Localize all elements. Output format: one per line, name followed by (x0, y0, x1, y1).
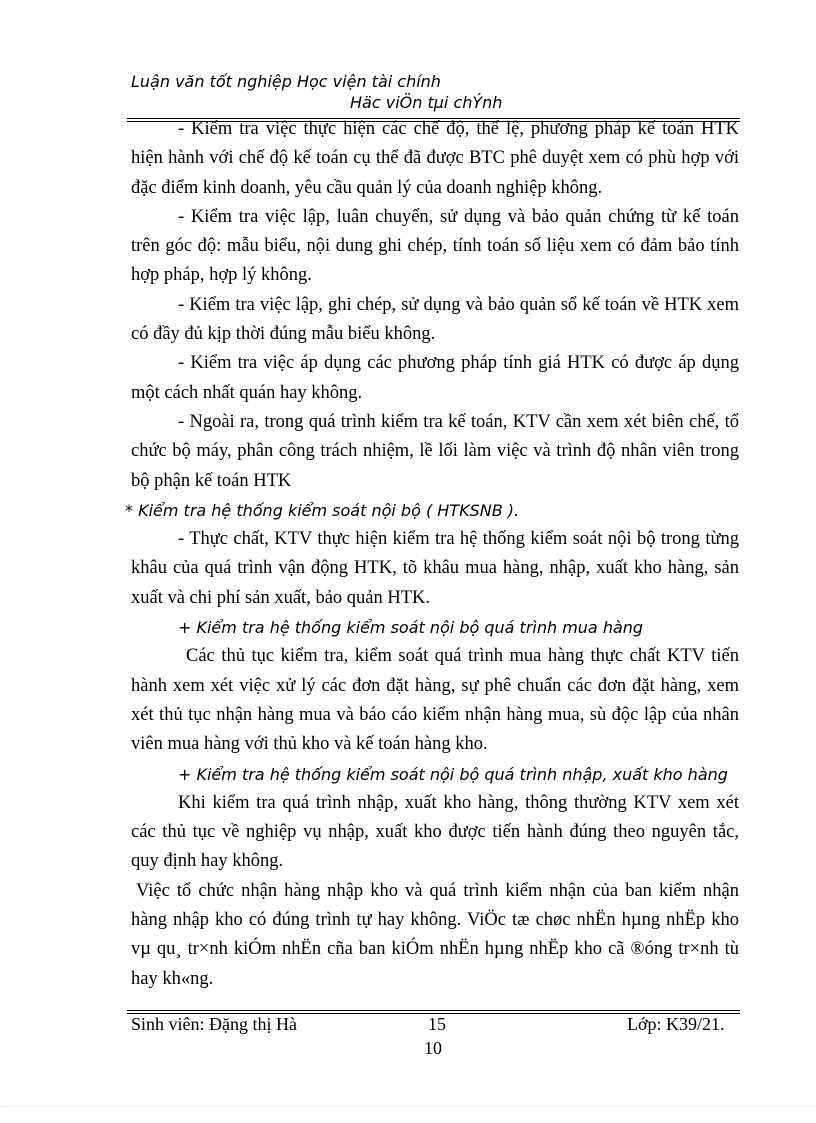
paragraph: Việc tổ chức nhận hàng nhập kho và quá trình kiểm nhận của ban kiểm nhận hàng nhập kho có đúng trình tự hay không. ViÖc tæ chøc nhËn hµng nhËp kho vµ qu¸ tr×nh kiÓm nhËn cña ban kiÓm nhËn hµng nhËp kho cã ®óng tr×nh tù hay kh«ng. (131, 880, 739, 989)
page-number: 15 (428, 1014, 446, 1034)
paragraph: - Thực chất, KTV thực hiện kiểm tra hệ thống kiểm soát nội bộ trong từng khâu của quá trình vận động HTK, tõ khâu mua hàng, nhập, xuất kho hàng, sản xuất và chi phí sản xuất, bảo quản HTK. (131, 529, 739, 608)
paragraph: - Kiểm tra việc lập, luân chuyển, sử dụng và bảo quản chứng từ kế toán trên góc độ: mẫu biểu, nội dung ghi chép, tính toán số liệu xem có đảm bảo tính hợp pháp, hợp lý không. (131, 206, 739, 286)
paragraph: - Kiểm tra việc lập, ghi chép, sử dụng và bảo quản sổ kế toán về HTK xem có đầy đủ kịp thời đúng mẫu biểu không. (131, 294, 739, 345)
paragraph: - Kiểm tra việc thực hiện các chế độ, thể lệ, phương pháp kế toán HTK hiện hành với chế độ kế toán cụ thể đã được BTC phê duyệt xem có phù hợp với đặc điểm kinh doanh, yêu cầu quản lý của doanh nghiệp không. (131, 119, 739, 198)
paragraph: Các thủ tục kiểm tra, kiểm soát quá trình mua hàng thực chất KTV tiến hành xem xét việc xử lý các đơn đặt hàng, sự phê chuẩn các đơn đặt hàng, xem xét thủ tục nhận hàng mua và báo cáo kiểm nhận hàng mua, sù độc lập của nhân viên mua hàng với thủ kho và kế toán hàng kho. (131, 646, 739, 755)
footer-class: Lớp: K39/21. (627, 1014, 725, 1034)
paragraph: Khi kiểm tra quá trình nhập, xuất kho hàng, thông thường KTV xem xét các thủ tục về nghiệp vụ nhập, xuất kho được tiến hành đúng theo nguyên tắc, quy định hay không. (131, 792, 739, 872)
document-body (125, 115, 739, 994)
footer-rule-thin (127, 1010, 740, 1011)
header-subtitle: Häc viÖn tµi chÝnh (350, 93, 503, 112)
subsection-heading: + Kiểm tra hệ thống kiểm soát nội bộ quá trình mua hàng (178, 618, 644, 638)
page-edge (0, 1106, 816, 1107)
page-number-secondary: 10 (424, 1038, 442, 1058)
footer-student: Sinh viên: Đặng thị Hà (131, 1014, 297, 1034)
subsection-heading: + Kiểm tra hệ thống kiểm soát nội bộ quá trình nhập, xuất kho hàng (178, 764, 728, 784)
paragraph: - Kiểm tra việc áp dụng các phương pháp tính giá HTK có được áp dụng một cách nhất quán hay không. (131, 353, 739, 403)
section-heading: * Kiểm tra hệ thống kiểm soát nội bộ ( HTKSNB ). (125, 500, 520, 520)
header-title: Luận văn tốt nghiệp Học viện tài chính (131, 72, 441, 91)
paragraph: - Ngoài ra, trong quá trình kiểm tra kế toán, KTV cần xem xét biên chế, tổ chức bộ máy, phân công trách nhiệm, lề lối làm việc và trình độ nhân viên trong bộ phận kế toán HTK (131, 411, 739, 491)
